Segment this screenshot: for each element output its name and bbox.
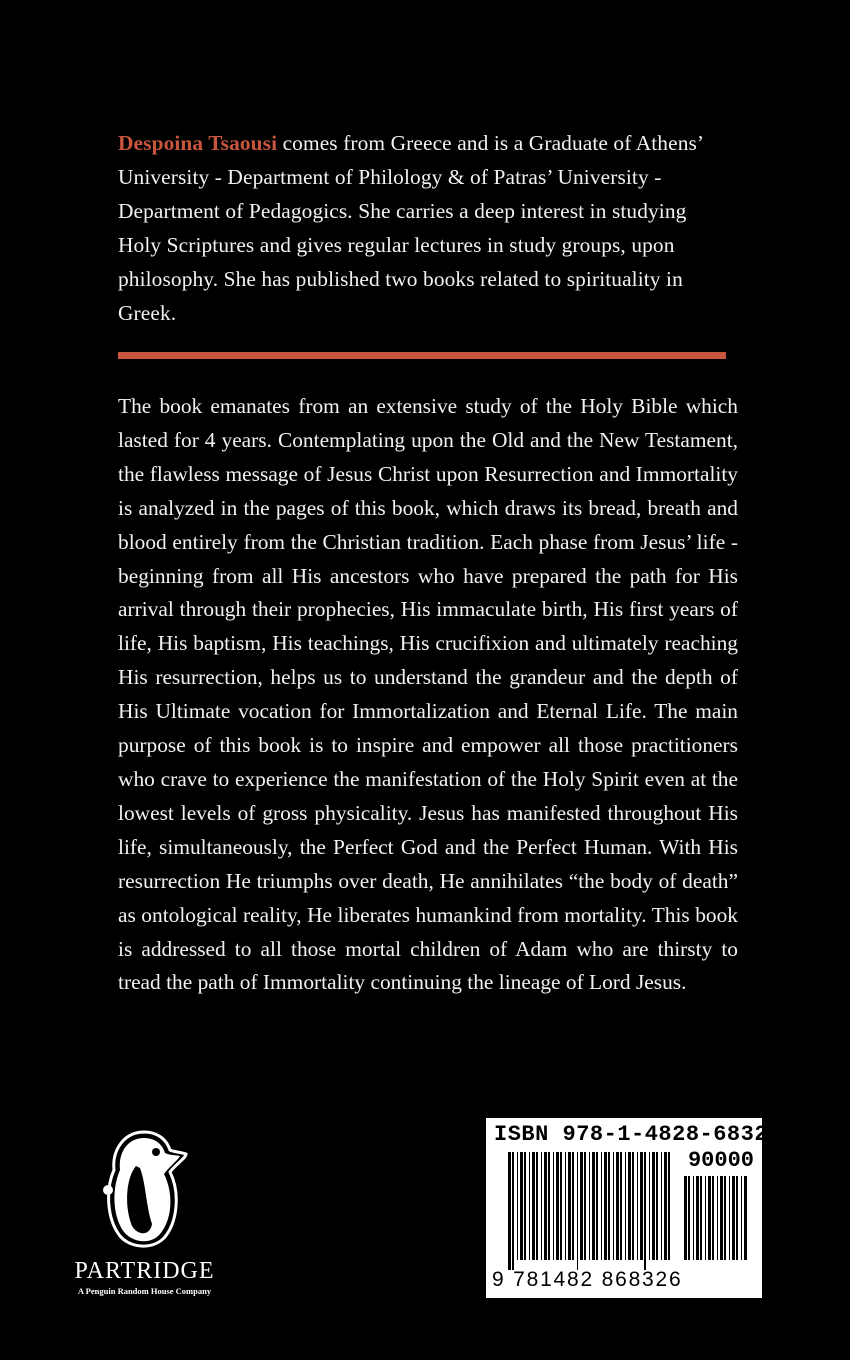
barcode-bar [601,1152,602,1260]
barcode-bar [693,1176,694,1260]
barcode-bar [532,1152,535,1260]
barcode-bar [541,1152,542,1260]
barcode-bar [536,1152,538,1260]
barcode-bar [553,1152,554,1260]
barcode-bar [620,1152,622,1260]
publisher-name: PARTRIDGE [74,1258,215,1284]
barcode-bar [596,1152,598,1260]
barcode-bar [512,1152,514,1270]
barcode-bar [580,1152,583,1260]
barcode-bar [529,1152,530,1260]
barcode-bar [640,1152,643,1260]
barcode-bar [732,1176,735,1260]
barcode-bar [644,1152,646,1270]
barcode-bar [656,1152,658,1260]
author-bio [118,126,730,330]
barcode-bar [744,1176,747,1260]
barcode-main-bars [508,1152,674,1270]
barcode-bar [613,1152,614,1260]
barcode-bar [616,1152,619,1260]
barcode-bar [556,1152,559,1260]
barcode-bar [548,1152,550,1260]
author-bio-text: comes from Greece and is a Graduate of Athens’ University - Department of Philology & of Patras’ University - Department of Pedagogics. She carries a deep interest in studying Holy Scriptures and gives regular lectures in study groups, upon philosophy. She has published two books related to spirituality in Greek. [118,131,703,325]
barcode-addon-bars [684,1176,750,1270]
barcode-bar [625,1152,626,1260]
barcode-bar [741,1176,742,1260]
author-name: Despoina Tsaousi [118,131,278,155]
barcode-bar [652,1152,655,1260]
barcode-bar [649,1152,650,1260]
barcode-bar [560,1152,562,1260]
barcode-bar [688,1176,690,1260]
barcode-bar [584,1152,586,1260]
barcode-bar [664,1152,667,1260]
price-code: 90000 [687,1148,754,1173]
barcode-bar [577,1152,578,1270]
barcode-bar [708,1176,711,1260]
barcode-bar [684,1176,687,1260]
barcode-bar [668,1152,670,1260]
barcode-bar [661,1152,662,1260]
barcode-bar [568,1152,571,1260]
publisher-logo [62,1128,232,1298]
barcode-box [486,1118,796,1298]
barcode-bar [696,1176,699,1260]
book-description: The book emanates from an extensive study of the Holy Bible which lasted for 4 years. Contemplating upon the Old and the New Testament, the flawless message of Jesus Christ upon Resurrection and Immortality is analyzed in the pages of this book, which draws its bread, breath and blood entirely from the Christian tradition. Each phase from Jesus’ life - beginning from all His ancestors who have prepared the path for His arrival through their prophecies, His immaculate birth, His first years of life, His baptism, His teachings, His crucifixion and ultimately reaching His resurrection, helps us to understand the grandeur and the depth of His Ultimate vocation for Immortalization and Eternal Life. The main purpose of this book is to inspire and empower all those practitioners who crave to experience the manifestation of the Holy Spirit even at the lowest levels of gross physicality. Jesus has manifested throughout His life, simultaneously, the Perfect God and the Perfect Human. With His resurrection He triumphs over death, He annihilates “the body of death” as ontological reality, He liberates humankind from mortality. This book is addressed to all those mortal children of Adam who are thirsty to tread the path of Immortality continuing the lineage of Lord Jesus. [118,394,738,995]
barcode-bar [524,1152,526,1260]
barcode-bar [736,1176,738,1260]
barcode-bar [604,1152,607,1260]
barcode-bar [637,1152,638,1260]
barcode-bar [589,1152,590,1260]
publisher-tagline: A Penguin Random House Company [77,1286,212,1296]
accent-divider [118,352,726,359]
penguin-logo-icon [100,1128,190,1256]
barcode-bar [628,1152,631,1260]
barcode-bar [608,1152,610,1260]
barcode-bar [592,1152,595,1260]
barcode-bar [632,1152,634,1260]
barcode-bar [520,1152,523,1260]
barcode-bar [544,1152,547,1260]
barcode-bar [565,1152,566,1260]
barcode-bar [729,1176,730,1260]
barcode-bar [724,1176,726,1260]
barcode-bar [712,1176,714,1260]
isbn-label: ISBN 978-1-4828-6832-6 [494,1122,796,1147]
barcode-bar [717,1176,718,1260]
barcode-bar [517,1152,518,1260]
barcode-bar [705,1176,706,1260]
barcode-bar [508,1152,511,1270]
barcode-bar [572,1152,574,1260]
barcode-digits: 9 781482 868326 [492,1268,683,1291]
barcode-bar [720,1176,723,1260]
barcode-bar [700,1176,702,1260]
